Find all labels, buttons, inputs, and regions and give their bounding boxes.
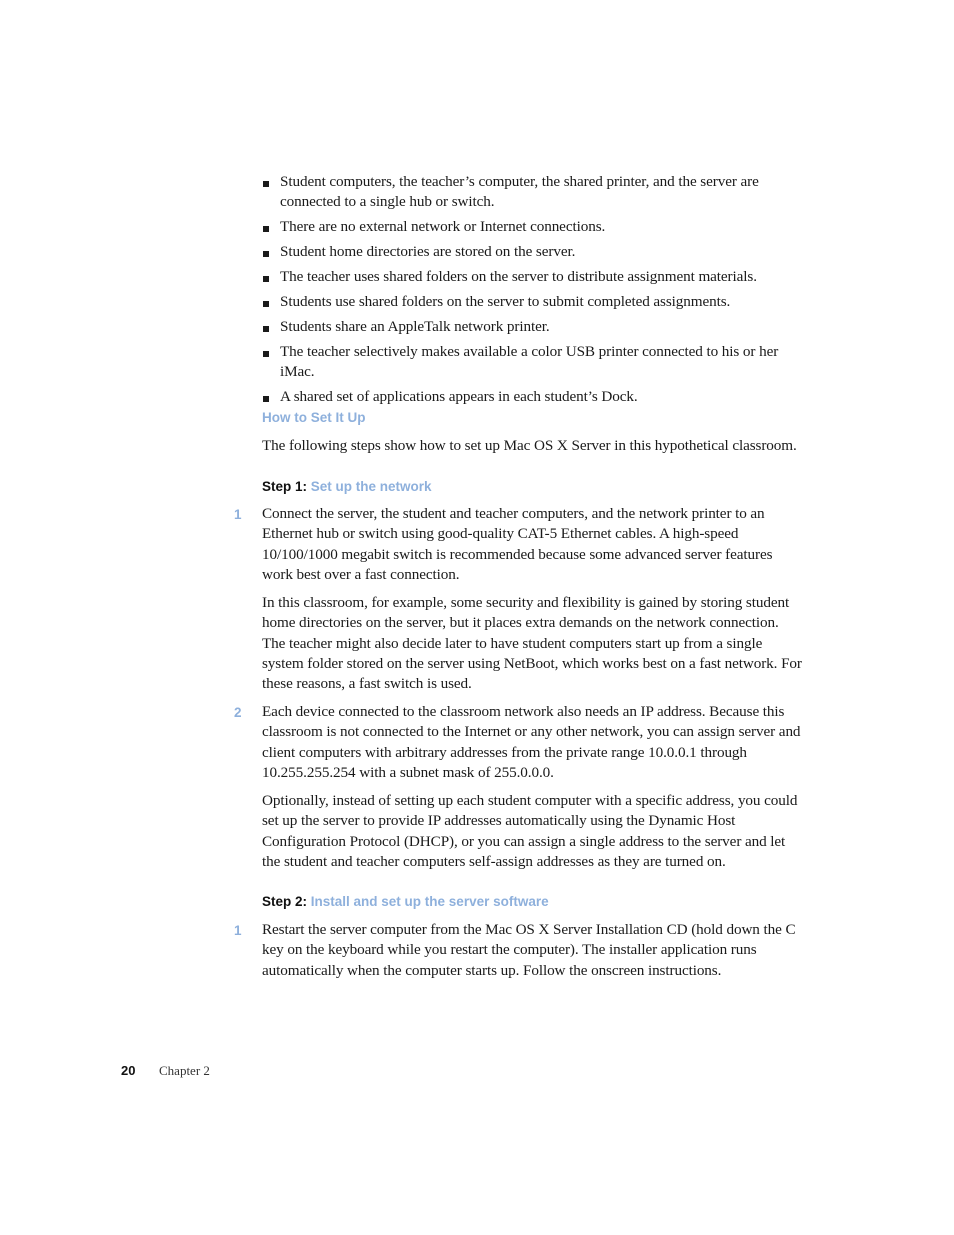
bullet-square-icon — [263, 181, 269, 187]
bullet-square-icon — [263, 351, 269, 357]
bullet-square-icon — [263, 396, 269, 402]
step1-item1-note: In this classroom, for example, some security and flexibility is gained by storing student home directories on the server, but it places extra demands on the network connection. The teacher might also decide later to have student computers start up from a single system folder stored on the server using NetBoot, which works best on a fast network. For these reasons, a fast switch is used. — [262, 594, 802, 693]
list-item — [262, 387, 807, 407]
bullet-square-icon — [263, 226, 269, 232]
bullet-square-icon — [263, 326, 269, 332]
bullet-text: The teacher selectively makes available a color USB printer connected to his or her iMac. — [280, 343, 779, 380]
step1-label: Step 1: — [262, 479, 308, 494]
bullet-text: Student computers, the teacher’s computer, the shared printer, and the server are connected to a single hub or switch. — [280, 173, 759, 210]
list-item — [262, 267, 807, 287]
step2-label: Step 2: — [262, 894, 308, 909]
step1-item1-number: 1 — [234, 507, 242, 522]
step1-item2-text: Each device connected to the classroom network also needs an IP address. Because this classroom is not connected to the Internet or any other network, you can assign server and client computers with arbitrary addresses from the private range 10.0.0.1 through 10.255.255.254 with a subnet mask of 255.0.0.0. — [262, 703, 801, 781]
list-item — [262, 292, 807, 312]
bullet-square-icon — [263, 251, 269, 257]
step1-item2-number: 2 — [234, 705, 242, 720]
section-heading: How to Set It Up — [262, 410, 366, 425]
list-item — [262, 342, 807, 382]
bullet-text: Students use shared folders on the server to submit completed assignments. — [280, 293, 731, 310]
step1-item1-text: Connect the server, the student and teacher computers, and the network printer to an Ethernet hub or switch using good-quality CAT-5 Ethernet cables. A high-speed 10/100/1000 megabit switch is recommended because some advanced server features work best over a fast connection. — [262, 505, 773, 583]
chapter-label: Chapter 2 — [159, 1063, 210, 1078]
section-intro: The following steps show how to set up Mac OS X Server in this hypothetical classroom. — [262, 437, 797, 454]
step2-heading — [262, 894, 549, 909]
bullet-text: A shared set of applications appears in each student’s Dock. — [280, 388, 638, 405]
list-item — [262, 172, 807, 212]
step2-item1-number: 1 — [234, 923, 242, 938]
list-item — [262, 317, 807, 337]
list-item — [262, 242, 807, 262]
bullet-text: Students share an AppleTalk network printer. — [280, 318, 550, 335]
bullet-text: The teacher uses shared folders on the server to distribute assignment materials. — [280, 268, 757, 285]
page-number: 20 — [121, 1063, 136, 1078]
step2-title: Install and set up the server software — [310, 894, 549, 909]
step1-heading — [262, 479, 432, 494]
bullet-square-icon — [263, 301, 269, 307]
step2-item1-text: Restart the server computer from the Mac OS X Server Installation CD (hold down the C key on the keyboard while you restart the computer). The installer application runs automatically when the computer starts up. Follow the onscreen instructions. — [262, 921, 796, 979]
bullet-list — [262, 172, 807, 412]
bullet-text: Student home directories are stored on the server. — [280, 243, 576, 260]
step1-title: Set up the network — [310, 479, 432, 494]
bullet-text: There are no external network or Internet connections. — [280, 218, 606, 235]
bullet-square-icon — [263, 276, 269, 282]
list-item — [262, 217, 807, 237]
step1-item2-note: Optionally, instead of setting up each student computer with a specific address, you could set up the server to provide IP addresses automatically using the Dynamic Host Configuration Protocol (DHCP), or you can assign a single address to the server and let the student and teacher computers self-assign addresses as they are turned on. — [262, 792, 798, 870]
